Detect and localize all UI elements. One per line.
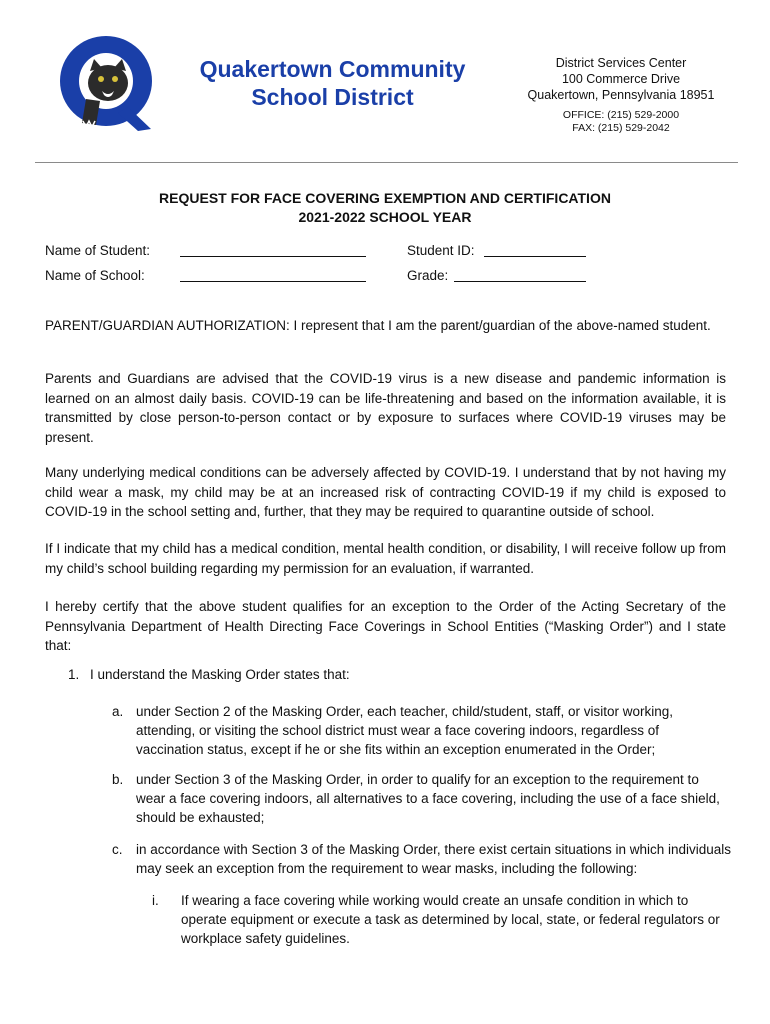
list-item-1-text: I understand the Masking Order states that: <box>90 667 350 682</box>
student-id-label: Student ID: <box>407 243 475 258</box>
list-item-i-marker: i. <box>152 893 159 908</box>
fax-number: FAX: (215) 529-2042 <box>572 122 670 134</box>
student-name-label: Name of Student: <box>45 243 151 258</box>
list-item-i-text: If wearing a face covering while working would create an unsafe condition in which to operate equipment or execute a task as determined by local, state, or federal regulators or workplace safety guidelines. <box>181 893 720 946</box>
grade-field[interactable] <box>454 267 586 287</box>
list-item-c-marker: c. <box>112 842 123 857</box>
address-line1: District Services Center <box>555 56 687 70</box>
address-line2: 100 Commerce Drive <box>561 72 681 86</box>
form-title-line2: 2021-2022 SCHOOL YEAR <box>298 209 472 225</box>
authorization-paragraph: PARENT/GUARDIAN AUTHORIZATION: I represent that I am the parent/guardian of the above-named student. <box>45 318 711 333</box>
district-name-line1: Quakertown Community <box>199 56 466 82</box>
conditions-paragraph: Many underlying medical conditions can be adversely affected by COVID-19. I understand that by not having my child wear a mask, my child may be at an increased risk of contracting COVID-19 if my child is exposed to COVID-19 in the school setting and, further, that they may be required to quarantine outside of school. <box>45 465 726 519</box>
form-title <box>0 189 770 227</box>
list-item-b-marker: b. <box>112 772 124 787</box>
list-item-a-marker: a. <box>112 704 124 719</box>
header-divider <box>35 162 738 163</box>
list-item-a-text: under Section 2 of the Masking Order, each teacher, child/student, staff, or visitor working, attending, or visiting the school district must wear a face covering indoors, regardless of vaccination status, except if he or she fits within an exception enumerated in the Order; <box>136 704 674 757</box>
panther-q-logo-icon <box>56 33 156 133</box>
student-id-field[interactable] <box>484 242 586 262</box>
school-name-label: Name of School: <box>45 268 145 283</box>
form-title-line1: REQUEST FOR FACE COVERING EXEMPTION AND CERTIFICATION <box>159 190 611 206</box>
list-item-c-text: in accordance with Section 3 of the Masking Order, there exist certain situations in which individuals may seek an exception from the requirement to wear masks, including the following: <box>136 842 732 876</box>
district-contact <box>512 109 730 135</box>
certify-paragraph: I hereby certify that the above student qualifies for an exception to the Order of the Acting Secretary of the Pennsylvania Department of Health Directing Face Coverings in School Entities (“Masking Order”) and I state that: <box>45 599 726 653</box>
student-name-field[interactable] <box>180 242 366 262</box>
office-phone: OFFICE: (215) 529-2000 <box>562 109 680 121</box>
address-line3: Quakertown, Pennsylvania 18951 <box>527 88 715 102</box>
advised-paragraph: Parents and Guardians are advised that the COVID-19 virus is a new disease and pandemic information is learned on an almost daily basis. COVID-19 can be life-threatening and based on the information available, it is transmitted by close person-to-person contact or by exposure to surfaces where COVID-19 viruses may be present. <box>45 371 726 445</box>
list-item-1-marker: 1. <box>68 667 80 682</box>
district-address <box>512 55 730 103</box>
school-name-field[interactable] <box>180 267 366 287</box>
district-name <box>180 55 485 111</box>
district-name-line2: School District <box>251 84 414 110</box>
list-item-b-text: under Section 3 of the Masking Order, in order to qualify for an exception to the requirement to wear a face covering indoors, all alternatives to a face covering, including the use of a face shield, should be exhausted; <box>136 772 720 825</box>
grade-label: Grade: <box>407 268 449 283</box>
follow-up-paragraph: If I indicate that my child has a medical condition, mental health condition, or disability, I will receive follow up from my child’s school building regarding my permission for an evaluation, if warranted. <box>45 541 726 576</box>
